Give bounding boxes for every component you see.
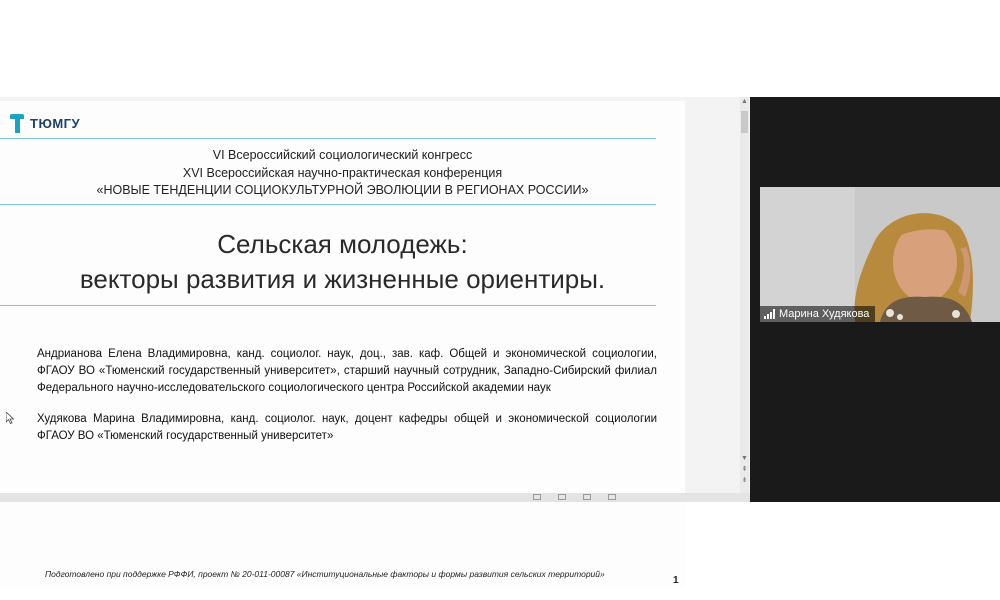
mouse-cursor-icon bbox=[6, 412, 14, 424]
reading-view-icon[interactable] bbox=[583, 494, 591, 500]
scrollbar-thumb[interactable] bbox=[741, 111, 748, 133]
normal-view-icon[interactable] bbox=[533, 494, 541, 500]
video-panel bbox=[750, 97, 1000, 502]
slideshow-icon[interactable] bbox=[608, 494, 616, 500]
university-logo bbox=[10, 112, 80, 134]
next-slide-icon[interactable]: ⇟ bbox=[741, 477, 748, 484]
logo-mark-icon bbox=[10, 112, 24, 134]
scroll-up-icon[interactable]: ▲ bbox=[741, 98, 748, 105]
slide-sorter-icon[interactable] bbox=[558, 494, 566, 500]
divider-top bbox=[0, 138, 656, 139]
slide-footnote: Подготовлено при поддержке РФФИ, проект № 20-011-00087 «Институциональные факторы и формы развития сельских территорий» bbox=[45, 569, 605, 579]
conference-line-3: «НОВЫЕ ТЕНДЕНЦИИ СОЦИОКУЛЬТУРНОЙ ЭВОЛЮЦИИ В РЕГИОНАХ РОССИИ» bbox=[96, 183, 589, 197]
presentation-slide bbox=[0, 101, 685, 587]
divider-bottom bbox=[0, 305, 656, 306]
divider-middle bbox=[0, 204, 656, 205]
logo-text: ТЮМГУ bbox=[30, 115, 81, 131]
author-info-1: Андрианова Елена Владимировна, канд. социолог. наук, доц., зав. каф. Общей и экономической социологии, ФГАОУ ВО «Тюменский государственный университет», старший научный сотрудник, Западно-Сибирский филиал Федерального научно-исследовательского социологического центра Российской академии наук bbox=[37, 348, 657, 394]
slide-title-line-1: Сельская молодежь: bbox=[217, 229, 468, 259]
signal-bars-icon bbox=[764, 309, 775, 319]
conference-line-2: XVI Всероссийская научно-практическая конференция bbox=[182, 166, 503, 180]
conference-line-1: VI Всероссийский социологический конгресс bbox=[212, 148, 473, 162]
participant-video-tile[interactable] bbox=[760, 187, 1000, 322]
status-bar bbox=[0, 493, 750, 502]
author-info-2: Худякова Марина Владимировна, канд. социолог. наук, доцент кафедры общей и экономической социологии ФГАОУ ВО «Тюменский государственный университет» bbox=[37, 413, 657, 442]
participant-name: Марина Худякова bbox=[779, 308, 870, 320]
previous-slide-icon[interactable]: ⇞ bbox=[741, 466, 748, 473]
vertical-scrollbar[interactable] bbox=[740, 97, 749, 502]
slide-number: 1 bbox=[673, 575, 679, 586]
slide-title-line-2: векторы развития и жизненные ориентиры. bbox=[79, 264, 606, 294]
scroll-down-icon[interactable]: ▼ bbox=[741, 455, 748, 462]
participant-name-label bbox=[760, 306, 875, 322]
participant-video-image bbox=[760, 187, 1000, 322]
shared-screen bbox=[0, 97, 750, 586]
